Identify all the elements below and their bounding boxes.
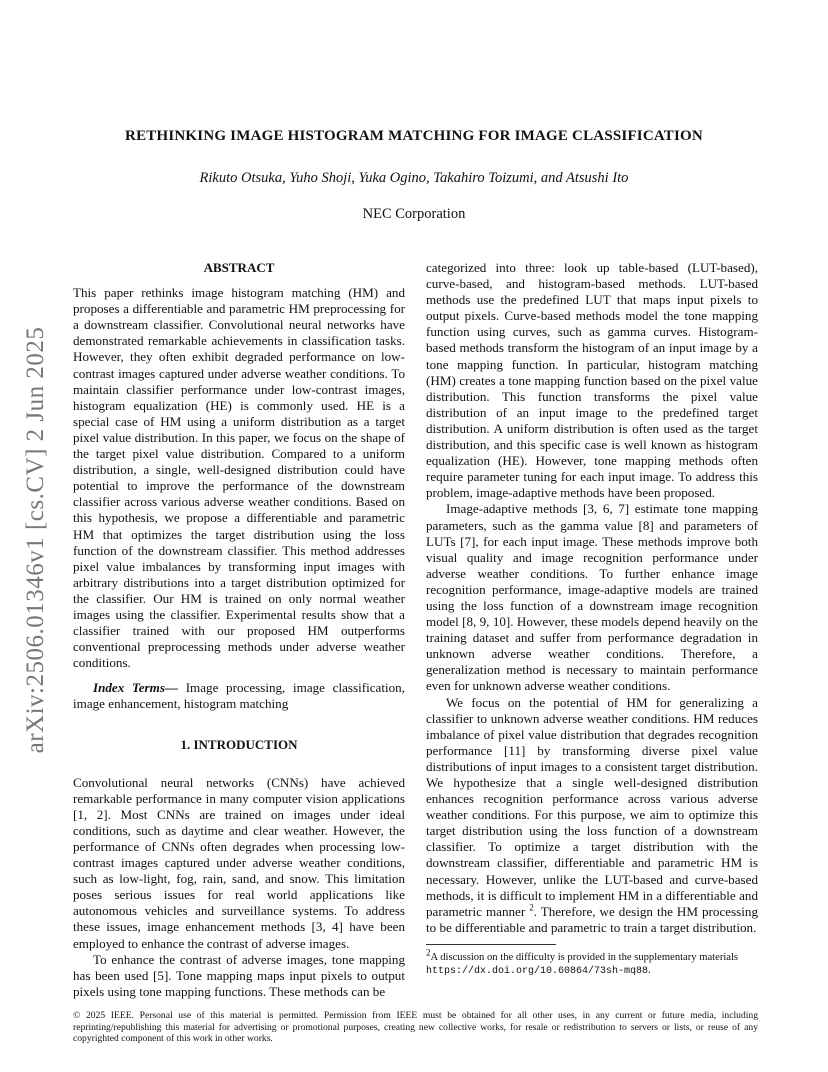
intro-paragraph-4 bbox=[426, 695, 758, 936]
abstract-text: This paper rethinks image histogram matching (HM) and proposes a differentiable and parametric HM preprocessing for a downstream classifier. Convolutional neural networks have demonstrated remarkable achievements in classification tasks. However, they often exhibit degraded performance on low-contrast images captured under adverse weather conditions. To maintain classifier performance under low-contrast images, histogram equalization (HE) is commonly used. HE is a special case of HM using a uniform distribution as a target pixel value distribution. In this paper, we focus on the shape of the target pixel value distribution. Compared to a uniform distribution, a single, well-designed distribution could have potential to improve the performance of the downstream classifier across various adverse weather conditions. Based on this hypothesis, we propose a differentiable and parametric HM that optimizes the target distribution using the loss function of the downstream classifier. This method addresses pixel value imbalances by transforming input images with arbitrary distributions into a target distribution optimized for the classifier. Our HM is trained on only normal weather images using the classifier. Experimental results show that a classifier trained with our proposed HM outperforms conventional preprocessing methods under adverse weather conditions. bbox=[73, 285, 405, 671]
footnote-link[interactable]: https://dx.doi.org/10.60864/73sh-mq88 bbox=[426, 965, 649, 977]
intro-paragraph-4-text: We focus on the potential of HM for generalizing a classifier to unknown adverse weather conditions. HM reduces imbalance of pixel value distribution that degrades recognition performance [11] by transforming diverse pixel value distributions of input images to a consistent target distribution. We hypothesize that a single well-designed distribution enhances recognition performance across various adverse weather conditions. For this purpose, we aim to optimize this target distribution using the loss function of a downstream classifier. To optimize a target distribution with the downstream classifier, differentiable and parametric HM is necessary. However, unlike the LUT-based and curve-based methods, it is difficult to implement HM in a differentiable and parametric manner bbox=[426, 694, 758, 919]
author-list: Rikuto Otsuka, Yuho Shoji, Yuka Ogino, Takahiro Toizumi, and Atsushi Ito bbox=[199, 170, 629, 186]
intro-paragraph-2: To enhance the contrast of adverse images, tone mapping has been used [5]. Tone mapping maps input pixels to output pixels using tone mapping functions. These methods can be bbox=[73, 951, 405, 999]
intro-paragraph-4-end: . Therefore, we design the HM processing to be differentiable and parametric to train a target distribution. bbox=[426, 903, 758, 935]
paper-title: RETHINKING IMAGE HISTOGRAM MATCHING FOR IMAGE CLASSIFICATION bbox=[125, 128, 703, 144]
intro-paragraph-3: Image-adaptive methods [3, 6, 7] estimate tone mapping parameters, such as the gamma value [8] and parameters of LUTs [7], for each input image. These methods improve both visual quality and image recognition performance under adverse weather conditions. To further enhance image recognition performance, image-adaptive models are trained using the loss function of a downstream image recognition model [8, 9, 10]. However, these models depend heavily on the training dataset and suffer from performance degradation in unknown adverse weather conditions. Therefore, a generalization method is necessary to maintain performance even for unknown adverse weather conditions. bbox=[426, 501, 758, 694]
footnote bbox=[426, 947, 758, 978]
footnote-mark: 2 bbox=[426, 947, 431, 958]
index-terms-label: Index Terms— bbox=[93, 680, 179, 696]
copyright-notice: © 2025 IEEE. Personal use of this material is permitted. Permission from IEEE must be obtained for all other uses, in any current or future media, including reprinting/republishing this material for advertising or promotional purposes, creating new collective works, for resale or redistribution to servers or lists, or reuse of any copyrighted component of this work in other works. bbox=[73, 1010, 758, 1044]
footnote-end: . bbox=[648, 964, 651, 976]
intro-paragraph-2-continued: categorized into three: look up table-based (LUT-based), curve-based, and histogram-based methods. LUT-based methods use the predefined LUT that maps input pixels to output pixels. Curve-based methods model the tone mapping function using curves, such as gamma curves. Histogram-based methods transform the histogram of an input image by a tone mapping function. In particular, histogram matching (HM) creates a tone mapping function based on the pixel value distribution. This function transforms the pixel value distribution of an input image to the predefined target distribution. A uniform distribution is often used as the target distribution, and this specific case is well known as histogram equalization (HE). However, tone mapping methods often require parameter tuning for each input image. To address this problem, image-adaptive methods have been proposed. bbox=[426, 260, 758, 501]
introduction-heading: 1. INTRODUCTION bbox=[180, 736, 298, 752]
index-terms-text: Image processing, image classification, image enhancement, histogram matching bbox=[73, 680, 405, 712]
right-column bbox=[426, 260, 758, 978]
arxiv-identifier: arXiv:2506.01346v1 [cs.CV] 2 Jun 2025 bbox=[22, 326, 49, 754]
index-terms bbox=[73, 680, 405, 712]
left-column bbox=[73, 260, 405, 1000]
footnote-marker: 2 bbox=[529, 902, 534, 913]
footnote-text: A discussion on the difficulty is provided in the supplementary materials bbox=[430, 951, 739, 963]
abstract-heading: ABSTRACT bbox=[203, 260, 275, 275]
intro-paragraph-1: Convolutional neural networks (CNNs) have achieved remarkable performance in many computer vision applications [1, 2]. Most CNNs are trained on images under ideal conditions, such as daytime and clear weather. However, the performance of CNNs often degrades when processing low-contrast images captured under adverse weather conditions, such as low-light, fog, rain, sand, and snow. This limitation poses serious issues for real world applications like autonomous vehicles and surveillance systems. To address these issues, image enhancement methods [3, 4] have been employed to enhance the contrast of adverse images. bbox=[73, 774, 405, 951]
footnote-divider bbox=[426, 944, 556, 945]
affiliation: NEC Corporation bbox=[362, 206, 466, 222]
